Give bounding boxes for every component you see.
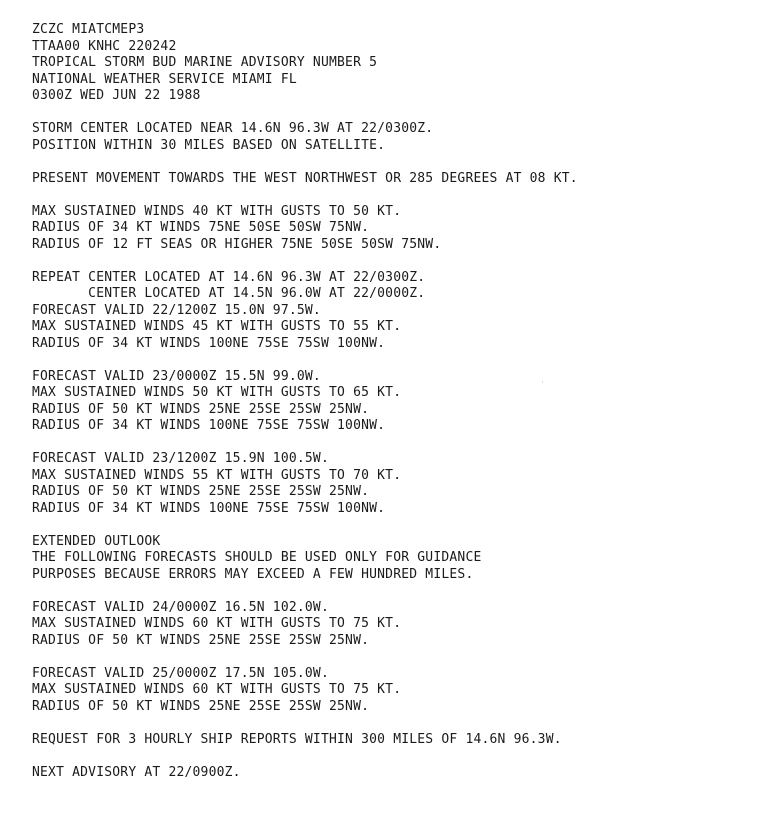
extended-outlook-heading: EXTENDED OUTLOOK — [32, 533, 161, 549]
forecast-23-0000z-block — [32, 369, 762, 435]
previous-center-line: CENTER LOCATED AT 14.5N 96.0W AT 22/0000Z. — [32, 286, 426, 301]
next-advisory-block — [32, 765, 762, 782]
scan-speck-mark: ⋅ — [541, 378, 544, 388]
advisory-title: TROPICAL STORM BUD MARINE ADVISORY NUMBER 5 — [32, 55, 378, 70]
repeat-center-line: REPEAT CENTER LOCATED AT 14.6N 96.3W AT 22/0300Z. — [32, 269, 426, 285]
radius-34kt-line: RADIUS OF 34 KT WINDS 100NE 75SE 75SW 100NW. — [32, 500, 386, 516]
radius-34kt-line: RADIUS OF 34 KT WINDS 100NE 75SE 75SW 100NW. — [32, 418, 386, 433]
radius-50kt-line: RADIUS OF 50 KT WINDS 25NE 25SE 25SW 25NW. — [32, 632, 370, 648]
radius-50kt-line: RADIUS OF 50 KT WINDS 25NE 25SE 25SW 25NW. — [32, 401, 370, 417]
storm-center-line: STORM CENTER LOCATED NEAR 14.6N 96.3W AT 22/0300Z. — [32, 121, 434, 136]
forecast-23-1200z-block — [32, 451, 762, 517]
marine-advisory-document — [32, 22, 762, 798]
max-winds-line: MAX SUSTAINED WINDS 60 KT WITH GUSTS TO 75 KT. — [32, 682, 402, 697]
forecast-valid-line: FORECAST VALID 23/0000Z 15.5N 99.0W. — [32, 368, 321, 384]
present-movement-line: PRESENT MOVEMENT TOWARDS THE WEST NORTHWEST OR 285 DEGREES AT 08 KT. — [32, 170, 578, 186]
bulletin-id: ZCZC MIATCMEP3 — [32, 22, 145, 37]
guidance-caveat-line: PURPOSES BECAUSE ERRORS MAY EXCEED A FEW HUNDRED MILES. — [32, 566, 474, 582]
max-winds-line: MAX SUSTAINED WINDS 45 KT WITH GUSTS TO 55 KT. — [32, 319, 402, 334]
forecast-valid-line: FORECAST VALID 25/0000Z 17.5N 105.0W. — [32, 665, 329, 681]
forecast-25-0000z-block — [32, 666, 762, 716]
max-winds-line: MAX SUSTAINED WINDS 50 KT WITH GUSTS TO 65 KT. — [32, 385, 402, 400]
movement-block — [32, 171, 762, 188]
max-winds-line: MAX SUSTAINED WINDS 60 KT WITH GUSTS TO 75 KT. — [32, 616, 402, 631]
guidance-caveat-line: THE FOLLOWING FORECASTS SHOULD BE USED ONLY FOR GUIDANCE — [32, 550, 482, 565]
issue-time: 0300Z WED JUN 22 1988 — [32, 88, 201, 103]
wmo-header: TTAA00 KNHC 220242 — [32, 38, 177, 54]
next-advisory-line: NEXT ADVISORY AT 22/0900Z. — [32, 764, 241, 780]
extended-outlook-block — [32, 534, 762, 584]
ship-reports-block — [32, 732, 762, 749]
repeat-and-first-forecast-block — [32, 270, 762, 353]
current-winds-block — [32, 204, 762, 254]
issuing-office: NATIONAL WEATHER SERVICE MIAMI FL — [32, 71, 297, 87]
radius-50kt-line: RADIUS OF 50 KT WINDS 25NE 25SE 25SW 25NW. — [32, 698, 370, 714]
forecast-valid-line: FORECAST VALID 23/1200Z 15.9N 100.5W. — [32, 451, 329, 466]
radius-34kt-line: RADIUS OF 34 KT WINDS 100NE 75SE 75SW 100NW. — [32, 335, 386, 351]
radius-50kt-line: RADIUS OF 50 KT WINDS 25NE 25SE 25SW 25NW. — [32, 484, 370, 499]
position-accuracy-line: POSITION WITHIN 30 MILES BASED ON SATELLITE. — [32, 137, 386, 153]
forecast-valid-line: FORECAST VALID 22/1200Z 15.0N 97.5W. — [32, 302, 321, 318]
ship-reports-request-line: REQUEST FOR 3 HOURLY SHIP REPORTS WITHIN 300 MILES OF 14.6N 96.3W. — [32, 731, 562, 747]
max-winds-line: MAX SUSTAINED WINDS 40 KT WITH GUSTS TO 50 KT. — [32, 203, 402, 219]
forecast-24-0000z-block — [32, 600, 762, 650]
storm-center-block — [32, 121, 762, 154]
radius-34kt-line: RADIUS OF 34 KT WINDS 75NE 50SE 50SW 75NW. — [32, 220, 370, 235]
radius-seas-line: RADIUS OF 12 FT SEAS OR HIGHER 75NE 50SE 50SW 75NW. — [32, 236, 442, 252]
forecast-valid-line: FORECAST VALID 24/0000Z 16.5N 102.0W. — [32, 599, 329, 615]
max-winds-line: MAX SUSTAINED WINDS 55 KT WITH GUSTS TO 70 KT. — [32, 467, 402, 483]
header-block — [32, 22, 762, 105]
